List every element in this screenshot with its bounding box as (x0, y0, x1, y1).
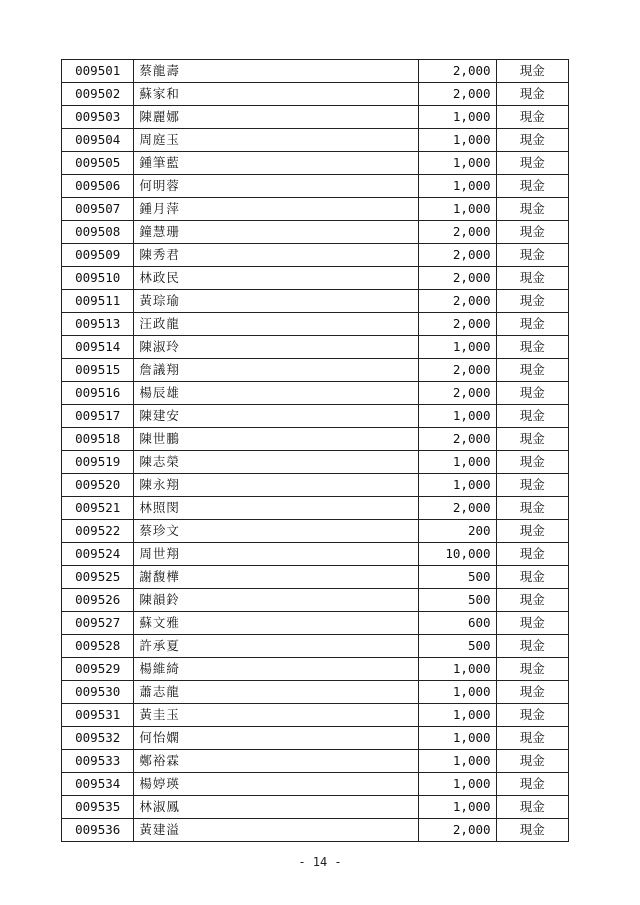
donation-id-cell: 009501 (62, 60, 134, 83)
table-row (62, 451, 569, 474)
payment-method-cell: 現金 (496, 290, 568, 313)
donation-id-cell: 009524 (62, 543, 134, 566)
payment-method-cell: 現金 (496, 428, 568, 451)
donation-amount-cell: 500 (419, 589, 496, 612)
payment-method-cell: 現金 (496, 796, 568, 819)
donor-name-cell: 陳秀君 (134, 244, 419, 267)
payment-method-cell: 現金 (496, 106, 568, 129)
payment-method-cell: 現金 (496, 313, 568, 336)
donation-amount-cell: 1,000 (419, 704, 496, 727)
payment-method-cell: 現金 (496, 589, 568, 612)
table-row (62, 635, 569, 658)
donation-id-cell: 009534 (62, 773, 134, 796)
donor-name-cell: 汪政龍 (134, 313, 419, 336)
table-row (62, 796, 569, 819)
donation-id-cell: 009502 (62, 83, 134, 106)
donation-id-cell: 009514 (62, 336, 134, 359)
donor-name-cell: 陳永翔 (134, 474, 419, 497)
donation-amount-cell: 200 (419, 520, 496, 543)
payment-method-cell: 現金 (496, 129, 568, 152)
payment-method-cell: 現金 (496, 819, 568, 842)
payment-method-cell: 現金 (496, 405, 568, 428)
donor-name-cell: 蔡龍壽 (134, 60, 419, 83)
donation-id-cell: 009516 (62, 382, 134, 405)
donation-amount-cell: 2,000 (419, 428, 496, 451)
payment-method-cell: 現金 (496, 198, 568, 221)
donor-name-cell: 鍾筆藍 (134, 152, 419, 175)
donation-id-cell: 009533 (62, 750, 134, 773)
donation-amount-cell: 1,000 (419, 750, 496, 773)
table-row (62, 221, 569, 244)
donation-id-cell: 009518 (62, 428, 134, 451)
donation-id-cell: 009503 (62, 106, 134, 129)
donation-amount-cell: 1,000 (419, 658, 496, 681)
donor-name-cell: 陳淑玲 (134, 336, 419, 359)
donor-name-cell: 鍾月萍 (134, 198, 419, 221)
payment-method-cell: 現金 (496, 612, 568, 635)
donation-id-cell: 009509 (62, 244, 134, 267)
donor-name-cell: 陳建安 (134, 405, 419, 428)
donation-amount-cell: 1,000 (419, 106, 496, 129)
payment-method-cell: 現金 (496, 474, 568, 497)
donation-id-cell: 009507 (62, 198, 134, 221)
donation-amount-cell: 2,000 (419, 290, 496, 313)
table-row (62, 520, 569, 543)
donor-name-cell: 蘇家和 (134, 83, 419, 106)
page-number: - 14 - (298, 855, 342, 869)
payment-method-cell: 現金 (496, 60, 568, 83)
table-row (62, 336, 569, 359)
donation-amount-cell: 2,000 (419, 359, 496, 382)
donation-amount-cell: 10,000 (419, 543, 496, 566)
donation-id-cell: 009515 (62, 359, 134, 382)
payment-method-cell: 現金 (496, 382, 568, 405)
donation-amount-cell: 1,000 (419, 796, 496, 819)
donation-amount-cell: 2,000 (419, 60, 496, 83)
donation-id-cell: 009529 (62, 658, 134, 681)
table-row (62, 428, 569, 451)
donation-amount-cell: 1,000 (419, 129, 496, 152)
payment-method-cell: 現金 (496, 451, 568, 474)
payment-method-cell: 現金 (496, 773, 568, 796)
donation-id-cell: 009506 (62, 175, 134, 198)
donor-name-cell: 蕭志龍 (134, 681, 419, 704)
payment-method-cell: 現金 (496, 359, 568, 382)
donor-name-cell: 林政民 (134, 267, 419, 290)
donation-id-cell: 009519 (62, 451, 134, 474)
donation-amount-cell: 2,000 (419, 83, 496, 106)
table-row (62, 819, 569, 842)
donor-name-cell: 陳麗娜 (134, 106, 419, 129)
donation-amount-cell: 1,000 (419, 727, 496, 750)
payment-method-cell: 現金 (496, 152, 568, 175)
donation-amount-cell: 600 (419, 612, 496, 635)
payment-method-cell: 現金 (496, 221, 568, 244)
donation-id-cell: 009505 (62, 152, 134, 175)
donation-id-cell: 009527 (62, 612, 134, 635)
donation-amount-cell: 1,000 (419, 474, 496, 497)
donation-amount-cell: 2,000 (419, 382, 496, 405)
donor-name-cell: 陳志榮 (134, 451, 419, 474)
donation-id-cell: 009522 (62, 520, 134, 543)
donor-name-cell: 林淑鳳 (134, 796, 419, 819)
table-row (62, 612, 569, 635)
table-row (62, 566, 569, 589)
table-row (62, 313, 569, 336)
table-row (62, 267, 569, 290)
donor-name-cell: 周庭玉 (134, 129, 419, 152)
donation-amount-cell: 1,000 (419, 152, 496, 175)
donation-id-cell: 009531 (62, 704, 134, 727)
donation-amount-cell: 1,000 (419, 681, 496, 704)
donor-name-cell: 何明蓉 (134, 175, 419, 198)
donation-amount-cell: 2,000 (419, 313, 496, 336)
donation-id-cell: 009526 (62, 589, 134, 612)
donor-name-cell: 鄭裕霖 (134, 750, 419, 773)
donor-name-cell: 鐘慧珊 (134, 221, 419, 244)
donor-name-cell: 謝馥樺 (134, 566, 419, 589)
payment-method-cell: 現金 (496, 681, 568, 704)
donation-amount-cell: 500 (419, 566, 496, 589)
table-row (62, 290, 569, 313)
donation-id-cell: 009520 (62, 474, 134, 497)
donation-id-cell: 009536 (62, 819, 134, 842)
payment-method-cell: 現金 (496, 244, 568, 267)
table-row (62, 681, 569, 704)
donor-name-cell: 黃圭玉 (134, 704, 419, 727)
payment-method-cell: 現金 (496, 658, 568, 681)
donation-id-cell: 009504 (62, 129, 134, 152)
donor-name-cell: 楊維綺 (134, 658, 419, 681)
donor-name-cell: 楊婷瑛 (134, 773, 419, 796)
table-row (62, 658, 569, 681)
payment-method-cell: 現金 (496, 267, 568, 290)
payment-method-cell: 現金 (496, 520, 568, 543)
donation-amount-cell: 2,000 (419, 497, 496, 520)
payment-method-cell: 現金 (496, 83, 568, 106)
donation-id-cell: 009530 (62, 681, 134, 704)
table-row (62, 382, 569, 405)
donor-name-cell: 蔡珍文 (134, 520, 419, 543)
donor-name-cell: 陳韻鈴 (134, 589, 419, 612)
donation-amount-cell: 1,000 (419, 773, 496, 796)
table-row (62, 727, 569, 750)
payment-method-cell: 現金 (496, 175, 568, 198)
donor-name-cell: 周世翔 (134, 543, 419, 566)
table-row (62, 474, 569, 497)
donation-id-cell: 009532 (62, 727, 134, 750)
payment-method-cell: 現金 (496, 566, 568, 589)
donation-id-cell: 009528 (62, 635, 134, 658)
donor-name-cell: 林照閔 (134, 497, 419, 520)
donation-amount-cell: 1,000 (419, 405, 496, 428)
donor-name-cell: 蘇文雅 (134, 612, 419, 635)
donation-amount-cell: 2,000 (419, 819, 496, 842)
donation-amount-cell: 2,000 (419, 244, 496, 267)
donation-amount-cell: 2,000 (419, 267, 496, 290)
payment-method-cell: 現金 (496, 497, 568, 520)
table-row (62, 198, 569, 221)
table-row (62, 589, 569, 612)
donation-amount-cell: 2,000 (419, 221, 496, 244)
payment-method-cell: 現金 (496, 750, 568, 773)
donation-amount-cell: 1,000 (419, 198, 496, 221)
donor-name-cell: 楊辰雄 (134, 382, 419, 405)
ledger-body (62, 60, 569, 842)
table-row (62, 405, 569, 428)
table-row (62, 244, 569, 267)
donor-name-cell: 陳世鵬 (134, 428, 419, 451)
table-row (62, 543, 569, 566)
donor-name-cell: 許承夏 (134, 635, 419, 658)
donation-id-cell: 009508 (62, 221, 134, 244)
table-row (62, 152, 569, 175)
payment-method-cell: 現金 (496, 727, 568, 750)
donation-amount-cell: 500 (419, 635, 496, 658)
payment-method-cell: 現金 (496, 704, 568, 727)
donation-ledger-table (61, 59, 569, 842)
table-row (62, 704, 569, 727)
table-row (62, 175, 569, 198)
donor-name-cell: 何怡嫻 (134, 727, 419, 750)
donor-name-cell: 黃建溢 (134, 819, 419, 842)
donation-id-cell: 009510 (62, 267, 134, 290)
donation-id-cell: 009511 (62, 290, 134, 313)
donation-id-cell: 009521 (62, 497, 134, 520)
table-row (62, 750, 569, 773)
table-row (62, 497, 569, 520)
donation-id-cell: 009525 (62, 566, 134, 589)
payment-method-cell: 現金 (496, 543, 568, 566)
donation-amount-cell: 1,000 (419, 175, 496, 198)
donation-id-cell: 009517 (62, 405, 134, 428)
table-row (62, 60, 569, 83)
donation-amount-cell: 1,000 (419, 451, 496, 474)
donor-name-cell: 黃琮瑜 (134, 290, 419, 313)
donor-name-cell: 詹議翔 (134, 359, 419, 382)
table-row (62, 129, 569, 152)
table-row (62, 359, 569, 382)
donation-id-cell: 009535 (62, 796, 134, 819)
table-row (62, 83, 569, 106)
donation-amount-cell: 1,000 (419, 336, 496, 359)
payment-method-cell: 現金 (496, 635, 568, 658)
table-row (62, 773, 569, 796)
payment-method-cell: 現金 (496, 336, 568, 359)
table-row (62, 106, 569, 129)
donation-id-cell: 009513 (62, 313, 134, 336)
